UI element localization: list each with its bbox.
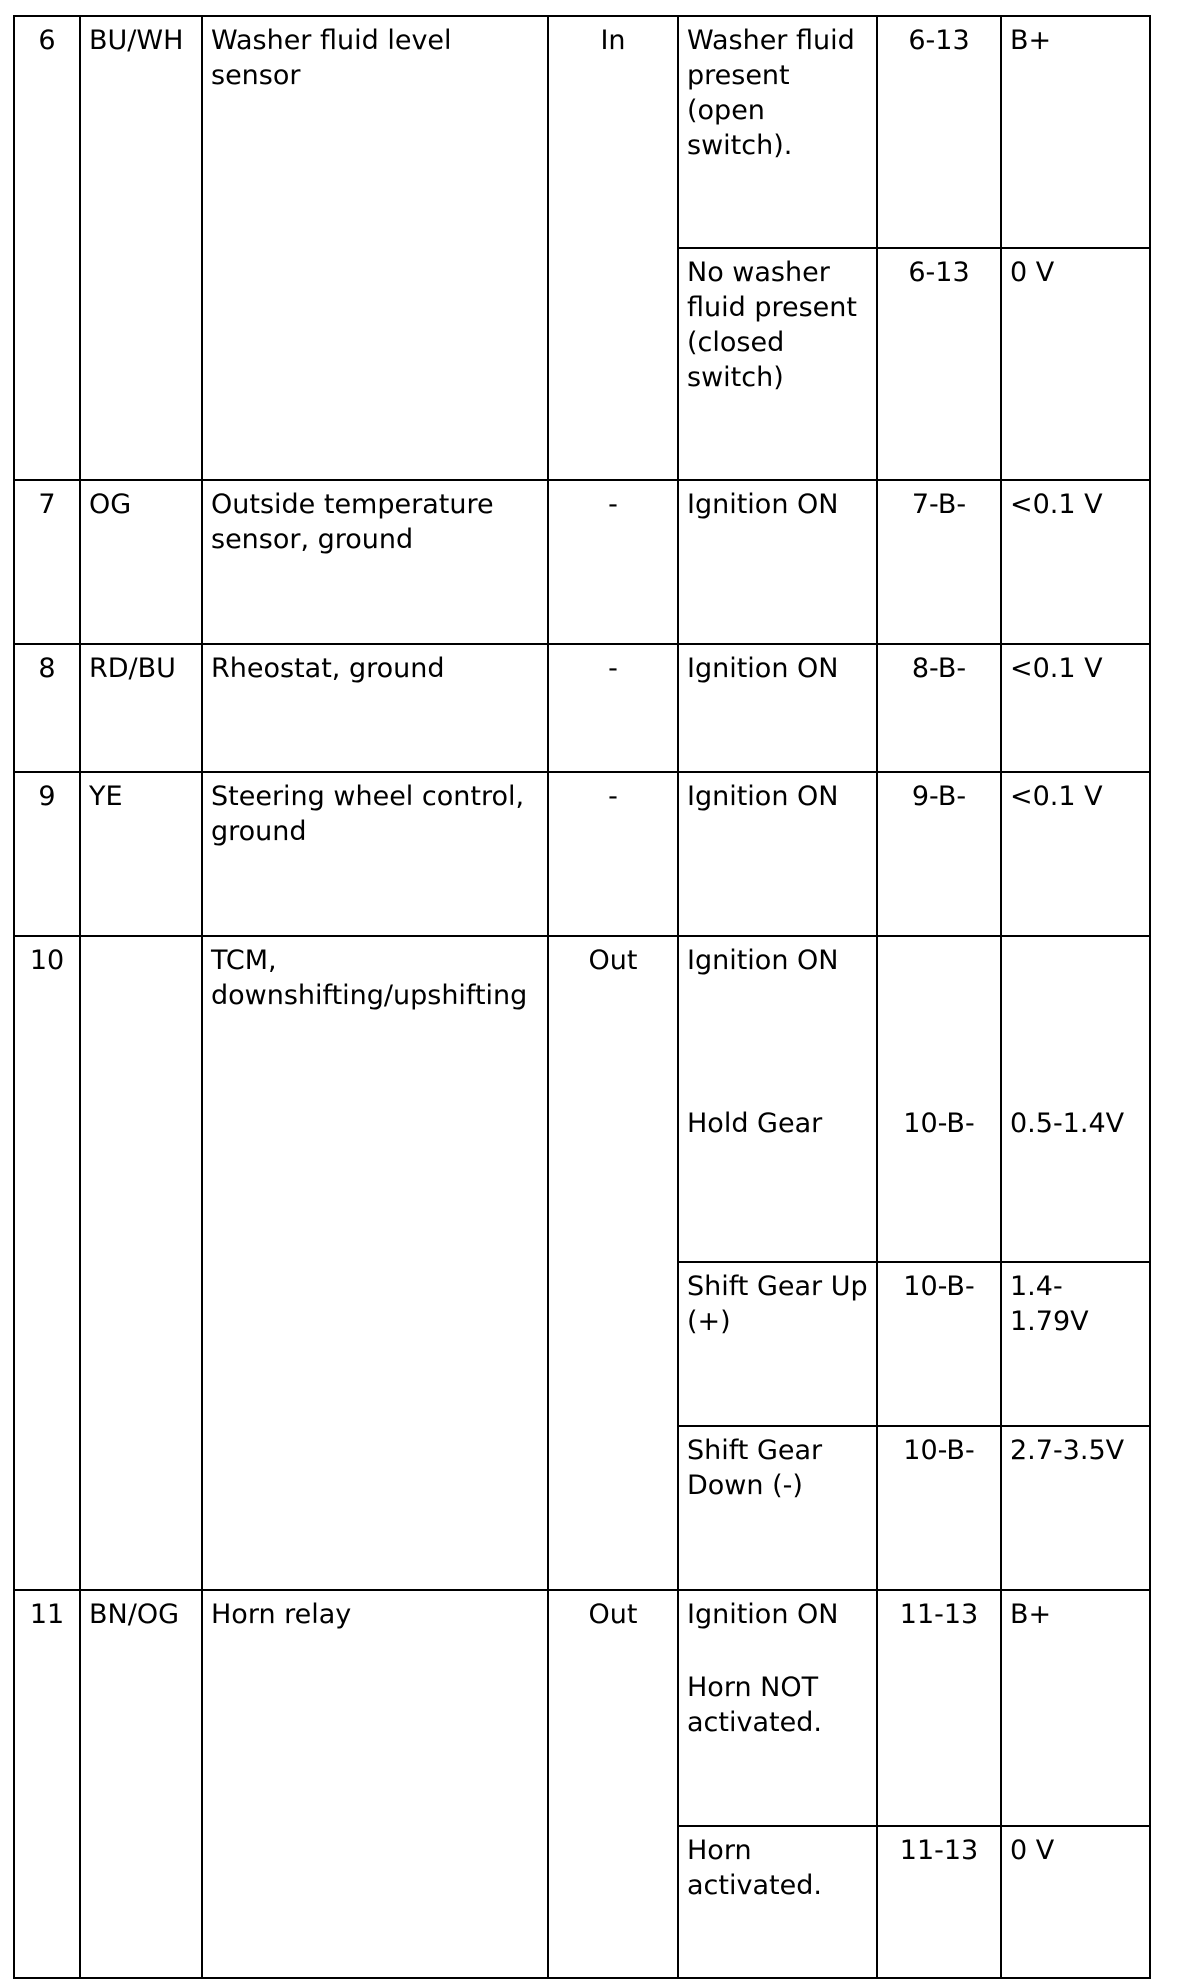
wire-color: RD/BU xyxy=(80,644,202,772)
measurement-points-text: 10-B- xyxy=(903,1108,975,1139)
pin-description: Steering wheel control, ground xyxy=(202,772,548,936)
wire-color: OG xyxy=(80,480,202,644)
measurement-points: 6-13 xyxy=(877,16,1001,248)
table-row xyxy=(14,936,1150,1262)
table-row xyxy=(14,480,1150,644)
measurement-points: 11-13 xyxy=(877,1590,1001,1826)
expected-value xyxy=(1001,936,1150,1262)
expected-value: 1.4-1.79V xyxy=(1001,1262,1150,1426)
wire-color xyxy=(80,936,202,1590)
measurement-points: 7-B- xyxy=(877,480,1001,644)
test-condition xyxy=(678,936,877,1262)
expected-value: <0.1 V xyxy=(1001,772,1150,936)
pin-number: 6 xyxy=(14,16,80,480)
measurement-points: 8-B- xyxy=(877,644,1001,772)
pin-number: 10 xyxy=(14,936,80,1590)
condition-sub: Hold Gear xyxy=(687,1108,823,1139)
pin-table xyxy=(13,15,1151,1979)
table-row xyxy=(14,1590,1150,1826)
expected-value: 0 V xyxy=(1001,1826,1150,1978)
wire-color: BN/OG xyxy=(80,1590,202,1978)
test-condition: Ignition ON xyxy=(678,480,877,644)
measurement-points: 6-13 xyxy=(877,248,1001,480)
wire-color: BU/WH xyxy=(80,16,202,480)
signal-direction: Out xyxy=(548,1590,678,1978)
table-row xyxy=(14,644,1150,772)
test-condition: Horn activated. xyxy=(678,1826,877,1978)
test-condition: Washer fluid present (open switch). xyxy=(678,16,877,248)
measurement-points: 9-B- xyxy=(877,772,1001,936)
expected-value: B+ xyxy=(1001,16,1150,248)
table-row xyxy=(14,772,1150,936)
test-condition xyxy=(678,1590,877,1826)
pin-number: 8 xyxy=(14,644,80,772)
pin-number: 11 xyxy=(14,1590,80,1978)
measurement-points xyxy=(877,936,1001,1262)
pin-description: Washer fluid level sensor xyxy=(202,16,548,480)
signal-direction: Out xyxy=(548,936,678,1590)
pin-description: Outside temperature sensor, ground xyxy=(202,480,548,644)
signal-direction: In xyxy=(548,16,678,480)
expected-value-text: 0.5-1.4V xyxy=(1010,1108,1125,1139)
signal-direction: - xyxy=(548,644,678,772)
condition-main: Ignition ON xyxy=(687,1599,839,1630)
test-condition: Shift Gear Down (-) xyxy=(678,1426,877,1590)
measurement-points: 10-B- xyxy=(877,1426,1001,1590)
test-condition: No washer fluid present (closed switch) xyxy=(678,248,877,480)
pin-number: 9 xyxy=(14,772,80,936)
expected-value: B+ xyxy=(1001,1590,1150,1826)
pin-description: TCM, downshifting/upshifting xyxy=(202,936,548,1590)
measurement-points: 10-B- xyxy=(877,1262,1001,1426)
test-condition: Shift Gear Up (+) xyxy=(678,1262,877,1426)
condition-sub: Horn NOT activated. xyxy=(687,1672,822,1738)
condition-main: Ignition ON xyxy=(687,945,839,976)
table-row xyxy=(14,16,1150,248)
expected-value: <0.1 V xyxy=(1001,644,1150,772)
wire-color: YE xyxy=(80,772,202,936)
expected-value: <0.1 V xyxy=(1001,480,1150,644)
measurement-points: 11-13 xyxy=(877,1826,1001,1978)
signal-direction: - xyxy=(548,480,678,644)
pin-description: Rheostat, ground xyxy=(202,644,548,772)
expected-value: 2.7-3.5V xyxy=(1001,1426,1150,1590)
test-condition: Ignition ON xyxy=(678,772,877,936)
signal-direction: - xyxy=(548,772,678,936)
pin-description: Horn relay xyxy=(202,1590,548,1978)
test-condition: Ignition ON xyxy=(678,644,877,772)
expected-value: 0 V xyxy=(1001,248,1150,480)
pin-number: 7 xyxy=(14,480,80,644)
